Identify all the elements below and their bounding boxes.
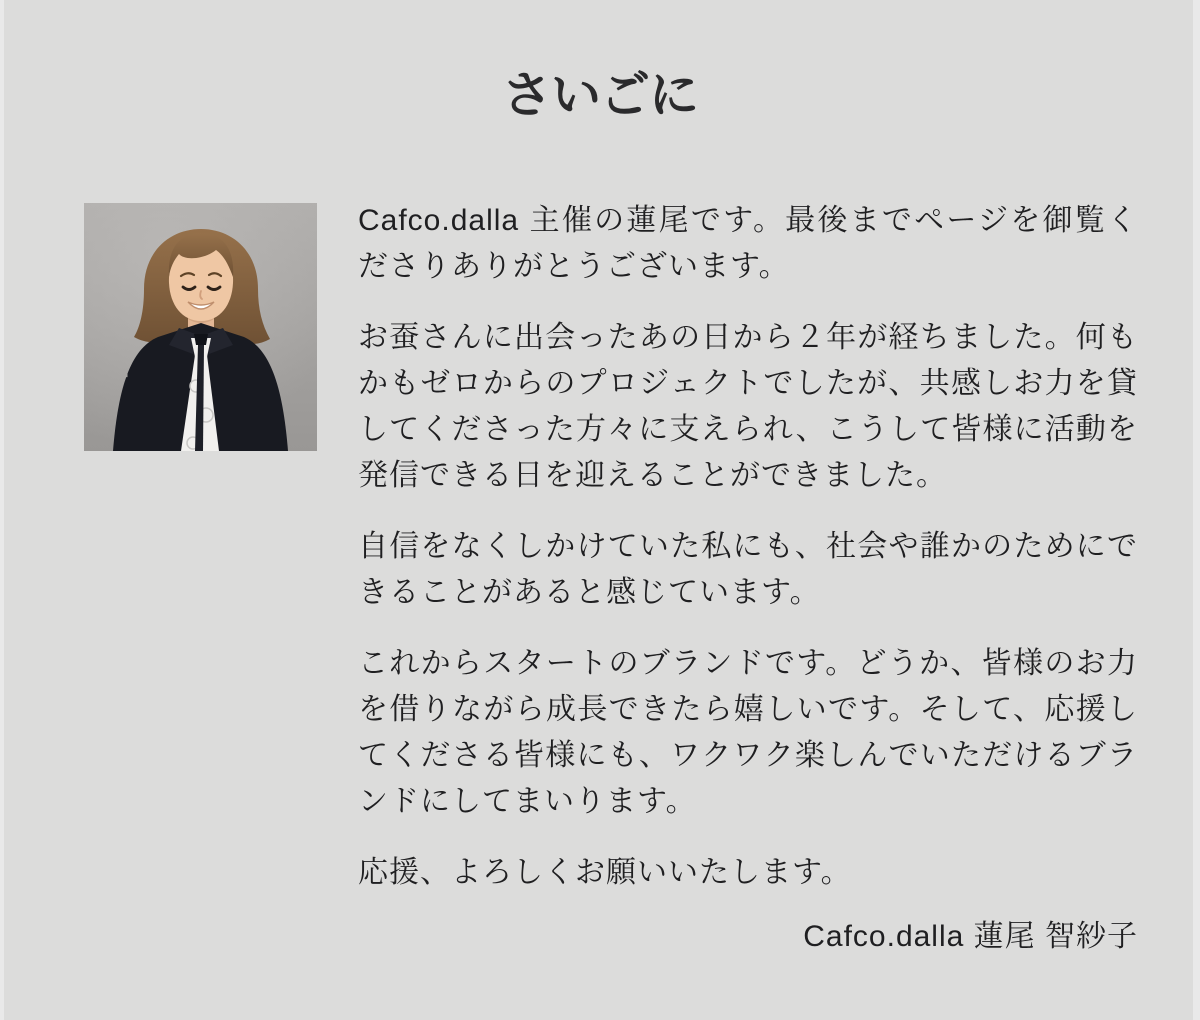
portrait-illustration xyxy=(84,203,317,451)
message-paragraph-1: Cafco.dalla 主催の蓮尾です。最後までページを御覧くださりありがとうございます。 xyxy=(358,204,1138,283)
left-edge-highlight xyxy=(0,0,4,1020)
page-title: さいごに xyxy=(502,67,698,123)
message-paragraph-5: 応援、よろしくお願いいたします。 xyxy=(358,856,852,889)
right-edge-highlight xyxy=(1193,0,1200,1020)
message-paragraph-3: 自信をなくしかけていた私にも、社会や誰かのためにできることがあると感じています。 xyxy=(358,530,1138,609)
message-paragraph-2: お蚕さんに出会ったあの日から２年が経ちました。何もかもゼロからのプロジェクトでしたが、共感しお力を貸してくださった方々に支えられ、こうして皆様に活動を発信できる日を迎えることができました。 xyxy=(358,321,1138,492)
signature: Cafco.dalla 蓮尾 智紗子 xyxy=(803,920,1138,953)
profile-photo xyxy=(84,203,317,451)
message-paragraph-4: これからスタートのブランドです。どうか、皆様のお力を借りながら成長できたら嬉しいです。そして、応援してくださる皆様にも、ワクワク楽しんでいただけるブランドにしてまいります。 xyxy=(358,647,1138,818)
message-body xyxy=(358,198,1138,960)
